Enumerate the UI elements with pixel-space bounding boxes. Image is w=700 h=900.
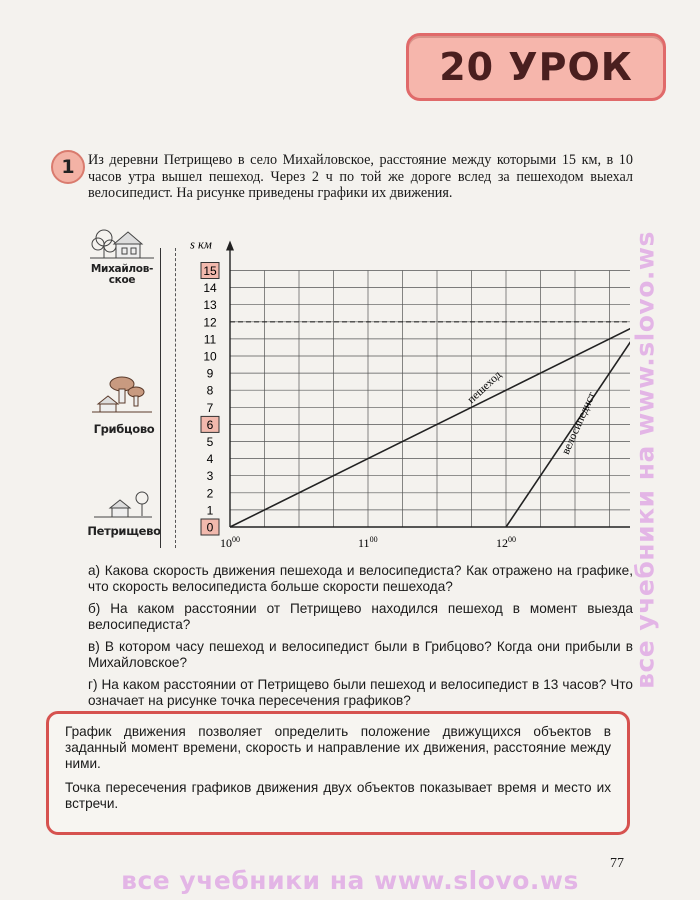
x-tick-label: $12^{00}$ — [496, 535, 516, 550]
question-c: в) В котором часу пешеход и велосипедист были в Грибцово? Когда они прибыли в Михайловское? — [88, 639, 633, 670]
y-tick-label: 7 — [206, 400, 214, 415]
lesson-title: 20 УРОК — [439, 45, 633, 89]
distance-time-chart — [180, 230, 630, 560]
y-tick-label: 2 — [206, 486, 214, 501]
y-tick-label: 11 — [203, 332, 217, 347]
question-b: б) На каком расстоянии от Петрищево находился пешеход в момент выезда велосипедиста? — [88, 601, 633, 632]
x-tick-label: $11^{00}$ — [358, 535, 378, 550]
y-tick-label: 4 — [206, 452, 214, 467]
y-axis-label: s км — [190, 237, 212, 252]
series-line-pedestrian — [230, 271, 630, 528]
y-tick-label: 9 — [206, 366, 214, 381]
y-tick-label: 0 — [206, 520, 214, 535]
village-petrishchevo-illustration — [92, 488, 154, 524]
y-tick-label: 15 — [203, 264, 217, 278]
series-label-cyclist: велосипедист — [559, 390, 598, 457]
question-a: а) Какова скорость движения пешехода и велосипедиста? Как отражено на графике, что скорость велосипедиста больше скорости пешехода? — [88, 563, 633, 594]
series-line-cyclist — [506, 271, 630, 528]
y-tick-label: 5 — [206, 435, 214, 449]
y-tick-label: 13 — [203, 298, 217, 313]
watermark-bottom: все учебники на www.slovo.ws — [121, 866, 579, 895]
y-axis-arrow — [226, 241, 234, 251]
series-label-pedestrian: пешеход — [465, 368, 505, 407]
task-text: Из деревни Петрищево в село Михайловское, расстояние между которыми 15 км, в 10 часов утра вышел пешеход. Через 2 ч по той же дороге вслед за пешеходом выехал велосипедист. На рисунке приведены графики их движения. — [88, 152, 633, 201]
rule-paragraph-2: Точка пересечения графиков движения двух объектов показывает время и место их встречи. — [65, 780, 611, 811]
x-tick-label: $10^{00}$ — [220, 535, 240, 550]
rule-paragraph-1: График движения позволяет определить положение движущихся объектов в заданный момент времени, скорость и направление их движения, расстояние между ними. — [65, 724, 611, 771]
lesson-badge — [406, 33, 666, 101]
question-d: г) На каком расстоянии от Петрищево были пешеход и велосипедист в 13 часов? Что означает на рисунке точка пересечения графиков? — [88, 677, 633, 708]
y-tick-label: 10 — [203, 349, 217, 364]
y-tick-label: 8 — [206, 383, 214, 398]
village-gribtsovo-illustration — [92, 372, 152, 420]
y-tick-label: 14 — [203, 281, 217, 296]
y-tick-label: 1 — [206, 503, 214, 518]
road-line — [160, 248, 176, 548]
village-mikhailovskoe-label: Михайлов- ское — [90, 263, 154, 286]
rule-box — [46, 711, 630, 835]
village-gribtsovo-label: Грибцово — [93, 422, 155, 436]
watermark-side: все учебники на www.slovo.ws — [630, 231, 660, 689]
village-petrishchevo-label: Петрищево — [87, 524, 161, 538]
y-tick-label: 6 — [206, 417, 214, 432]
task-number-badge: 1 — [51, 150, 85, 184]
y-tick-label: 3 — [206, 469, 214, 484]
questions-list — [88, 563, 633, 715]
y-tick-label: 12 — [203, 315, 217, 330]
page-number: 77 — [610, 856, 624, 871]
